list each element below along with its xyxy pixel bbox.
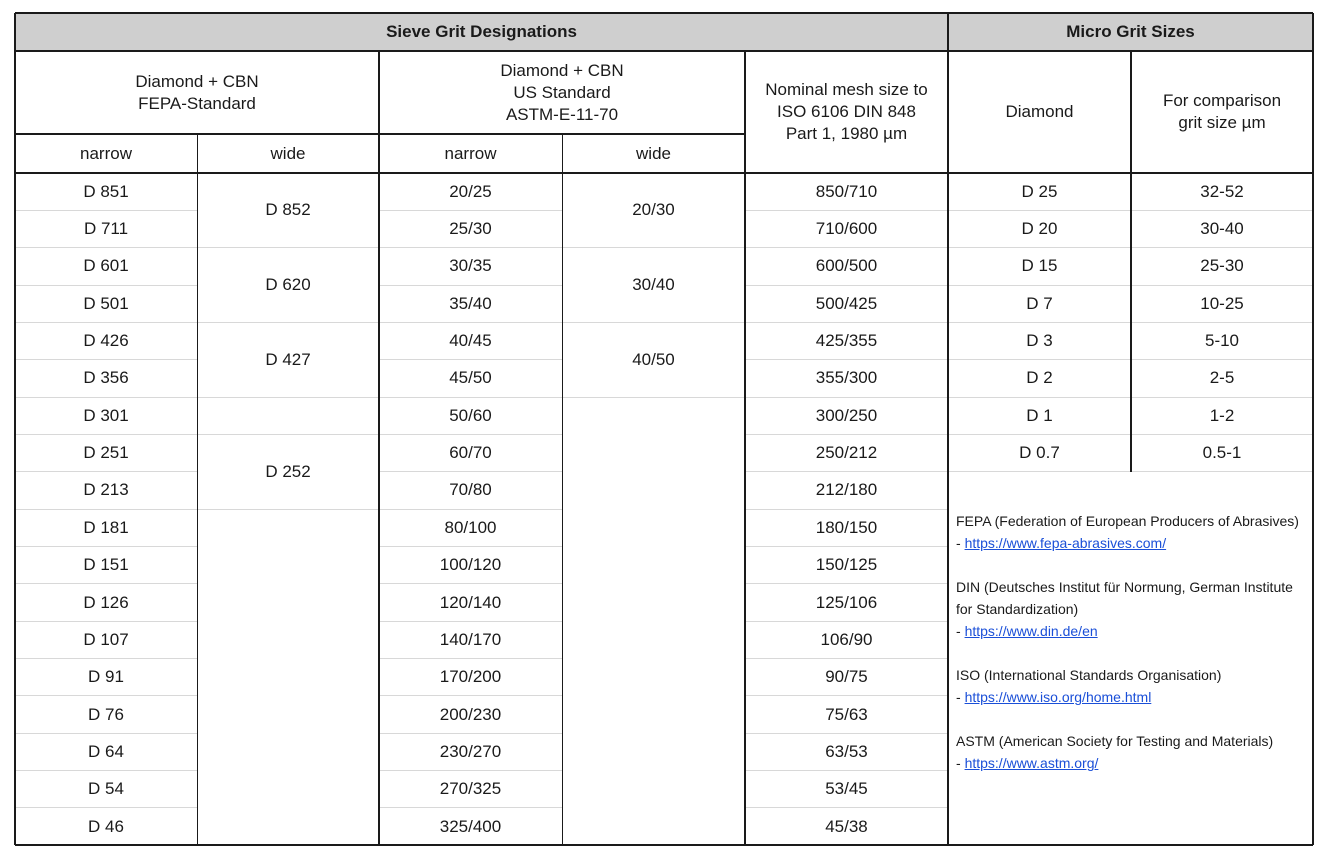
- fepa-narrow-cell: D 181: [83, 517, 129, 537]
- note-iso: ISO (International Standards Organisation) - https://www.iso.org/home.html: [956, 664, 1308, 708]
- fepa-narrow-cell: D 76: [88, 704, 124, 724]
- row-divider: [745, 359, 948, 360]
- fepa-narrow-cell: D 54: [88, 779, 124, 799]
- row-divider: [15, 583, 197, 584]
- fepa-narrow-header: narrow: [80, 143, 132, 163]
- row-divider: [15, 12, 1313, 14]
- micro-diamond-cell: D 1: [1026, 405, 1053, 425]
- fepa-standard-header: Diamond + CBN FEPA-Standard: [135, 71, 259, 113]
- us-narrow-cell: 50/60: [449, 405, 492, 425]
- fepa-narrow-cell: D 251: [83, 443, 129, 463]
- row-divider: [15, 434, 197, 435]
- us-narrow-cell: 30/35: [449, 256, 492, 276]
- micro-diamond-cell: D 2: [1026, 368, 1053, 388]
- row-divider: [15, 844, 1313, 846]
- row-divider: [15, 172, 1313, 174]
- micro-size-cell: 5-10: [1204, 331, 1240, 351]
- us-narrow-cell: 80/100: [444, 517, 497, 537]
- micro-diamond-cell: D 7: [1026, 293, 1053, 313]
- us-wide-cell: 20/30: [632, 200, 675, 220]
- row-divider: [379, 546, 562, 547]
- row-divider: [15, 471, 197, 472]
- sieve-grit-header: Sieve Grit Designations: [15, 13, 948, 51]
- row-divider: [562, 247, 745, 248]
- fepa-narrow-cell: D 356: [83, 368, 129, 388]
- fepa-narrow-cell: D 151: [83, 555, 129, 575]
- column-divider: [378, 51, 380, 845]
- row-divider: [15, 546, 197, 547]
- fepa-wide-cell: D 252: [265, 461, 311, 481]
- row-divider: [15, 658, 197, 659]
- fepa-narrow-cell: D 107: [83, 629, 129, 649]
- row-divider: [745, 621, 948, 622]
- row-divider: [379, 397, 562, 398]
- row-divider: [745, 247, 948, 248]
- micro-diamond-cell: D 0.7: [1019, 443, 1060, 463]
- fepa-narrow-cell: D 426: [83, 331, 129, 351]
- row-divider: [15, 285, 197, 286]
- column-divider: [562, 134, 563, 845]
- us-narrow-cell: 100/120: [439, 555, 502, 575]
- row-divider: [745, 733, 948, 734]
- nominal-cell: 63/53: [825, 741, 868, 761]
- column-divider: [947, 13, 949, 845]
- micro-size-cell: 30-40: [1200, 219, 1244, 239]
- row-divider: [15, 359, 197, 360]
- row-divider: [15, 770, 197, 771]
- micro-diamond-cell: D 15: [1021, 256, 1058, 276]
- note-text: DIN (Deutsches Institut für Normung, German Institute for Standardization): [956, 579, 1293, 617]
- us-wide-header: wide: [636, 143, 671, 163]
- fepa-narrow-cell: D 46: [88, 816, 124, 836]
- us-narrow-cell: 230/270: [439, 741, 502, 761]
- row-divider: [15, 50, 1313, 52]
- micro-size-cell: 1-2: [1209, 405, 1235, 425]
- nominal-cell: 710/600: [815, 219, 878, 239]
- astm-link[interactable]: https://www.astm.org/: [964, 755, 1099, 771]
- row-divider: [379, 658, 562, 659]
- row-divider: [745, 546, 948, 547]
- nominal-cell: 300/250: [815, 405, 878, 425]
- row-divider: [15, 133, 745, 135]
- note-text: FEPA (Federation of European Producers of Abrasives): [956, 513, 1299, 529]
- row-divider: [379, 322, 562, 323]
- note-astm: ASTM (American Society for Testing and Materials) - https://www.astm.org/: [956, 730, 1308, 774]
- micro-grit-header: Micro Grit Sizes: [948, 13, 1313, 51]
- us-narrow-cell: 120/140: [439, 592, 502, 612]
- fepa-wide-header: wide: [270, 143, 306, 163]
- column-divider: [197, 134, 198, 845]
- row-divider: [379, 359, 562, 360]
- column-divider: [14, 13, 16, 845]
- fepa-narrow-cell: D 213: [83, 480, 129, 500]
- row-divider: [745, 583, 948, 584]
- row-divider: [379, 434, 562, 435]
- column-divider: [1130, 51, 1132, 472]
- nominal-cell: 600/500: [815, 256, 878, 276]
- nominal-cell: 150/125: [815, 555, 878, 575]
- row-divider: [15, 621, 197, 622]
- row-divider: [379, 807, 562, 808]
- row-divider: [197, 434, 379, 435]
- fepa-link[interactable]: https://www.fepa-abrasives.com/: [964, 535, 1167, 551]
- nominal-cell: 500/425: [815, 293, 878, 313]
- nominal-cell: 125/106: [815, 592, 878, 612]
- row-divider: [197, 322, 379, 323]
- row-divider: [379, 770, 562, 771]
- note-text: ISO (International Standards Organisation): [956, 667, 1222, 683]
- us-narrow-cell: 40/45: [449, 331, 492, 351]
- row-divider: [562, 322, 745, 323]
- row-divider: [15, 695, 197, 696]
- us-narrow-cell: 170/200: [439, 667, 502, 687]
- nominal-cell: 75/63: [825, 704, 868, 724]
- row-divider: [15, 247, 197, 248]
- us-narrow-cell: 45/50: [449, 368, 492, 388]
- us-narrow-cell: 70/80: [449, 480, 492, 500]
- us-narrow-cell: 200/230: [439, 704, 502, 724]
- nominal-cell: 250/212: [815, 443, 878, 463]
- row-divider: [745, 434, 948, 435]
- us-narrow-cell: 20/25: [449, 181, 492, 201]
- notes-panel: [956, 510, 1308, 774]
- us-standard-header: Diamond + CBN US Standard ASTM-E-11-70: [500, 60, 624, 124]
- fepa-narrow-cell: D 64: [88, 741, 124, 761]
- column-divider: [1312, 13, 1314, 845]
- nominal-cell: 90/75: [825, 667, 868, 687]
- column-divider: [744, 51, 746, 845]
- nominal-cell: 53/45: [825, 779, 868, 799]
- nominal-mesh-header: Nominal mesh size to ISO 6106 DIN 848 Part 1, 1980 µm: [765, 80, 928, 143]
- row-divider: [379, 247, 562, 248]
- row-divider: [562, 397, 745, 398]
- fepa-narrow-cell: D 851: [83, 181, 129, 201]
- micro-size-cell: 2-5: [1209, 368, 1235, 388]
- note-din: DIN (Deutsches Institut für Normung, German Institute for Standardization) - https://www.din.de/en: [956, 576, 1308, 642]
- us-wide-cell: 40/50: [632, 349, 675, 369]
- us-narrow-cell: 325/400: [439, 816, 502, 836]
- row-divider: [379, 210, 562, 211]
- fepa-wide-cell: D 620: [265, 275, 311, 295]
- row-divider: [15, 397, 197, 398]
- fepa-narrow-cell: D 301: [83, 405, 129, 425]
- row-divider: [197, 247, 379, 248]
- row-divider: [379, 471, 562, 472]
- nominal-cell: 355/300: [815, 368, 878, 388]
- micro-size-cell: 32-52: [1200, 181, 1244, 201]
- nominal-cell: 425/355: [815, 331, 878, 351]
- micro-diamond-cell: D 25: [1021, 181, 1058, 201]
- comparison-header: For comparison grit size µm: [1162, 91, 1282, 132]
- micro-diamond-cell: D 3: [1026, 331, 1053, 351]
- micro-diamond-cell: D 20: [1021, 219, 1058, 239]
- note-fepa: FEPA (Federation of European Producers of Abrasives) - https://www.fepa-abrasives.com/: [956, 510, 1308, 554]
- row-divider: [745, 695, 948, 696]
- micro-size-cell: 25-30: [1200, 256, 1244, 276]
- row-divider: [197, 509, 379, 510]
- fepa-narrow-cell: D 501: [83, 293, 129, 313]
- nominal-cell: 850/710: [815, 181, 878, 201]
- micro-size-cell: 10-25: [1200, 293, 1244, 313]
- row-divider: [15, 509, 197, 510]
- row-divider: [15, 322, 197, 323]
- us-wide-cell: 30/40: [632, 275, 675, 295]
- row-divider: [745, 210, 948, 211]
- row-divider: [15, 807, 197, 808]
- row-divider: [197, 397, 379, 398]
- row-divider: [745, 807, 948, 808]
- fepa-narrow-cell: D 126: [83, 592, 129, 612]
- row-divider: [379, 733, 562, 734]
- nominal-cell: 106/90: [820, 629, 873, 649]
- fepa-wide-cell: D 852: [265, 200, 311, 220]
- diamond-header: Diamond: [1005, 102, 1074, 121]
- row-divider: [745, 285, 948, 286]
- row-divider: [745, 397, 948, 398]
- us-narrow-cell: 60/70: [449, 443, 492, 463]
- row-divider: [379, 509, 562, 510]
- us-narrow-header: narrow: [444, 143, 497, 163]
- row-divider: [15, 210, 197, 211]
- note-text: ASTM (American Society for Testing and Materials): [956, 733, 1274, 749]
- row-divider: [15, 733, 197, 734]
- row-divider: [379, 621, 562, 622]
- fepa-wide-cell: D 427: [265, 349, 311, 369]
- fepa-narrow-cell: D 91: [88, 667, 124, 687]
- row-divider: [745, 322, 948, 323]
- us-narrow-cell: 25/30: [449, 219, 492, 239]
- row-divider: [745, 770, 948, 771]
- din-link[interactable]: https://www.din.de/en: [964, 623, 1098, 639]
- nominal-cell: 180/150: [815, 517, 878, 537]
- us-narrow-cell: 270/325: [439, 779, 502, 799]
- us-narrow-cell: 35/40: [449, 293, 492, 313]
- nominal-cell: 212/180: [815, 480, 878, 500]
- fepa-narrow-cell: D 601: [83, 256, 129, 276]
- us-narrow-cell: 140/170: [439, 629, 502, 649]
- row-divider: [745, 509, 948, 510]
- row-divider: [379, 695, 562, 696]
- row-divider: [379, 583, 562, 584]
- micro-size-cell: 0.5-1: [1202, 443, 1242, 463]
- row-divider: [745, 471, 948, 472]
- fepa-narrow-cell: D 711: [83, 219, 129, 239]
- row-divider: [745, 658, 948, 659]
- nominal-cell: 45/38: [825, 816, 868, 836]
- iso-link[interactable]: https://www.iso.org/home.html: [964, 689, 1152, 705]
- row-divider: [379, 285, 562, 286]
